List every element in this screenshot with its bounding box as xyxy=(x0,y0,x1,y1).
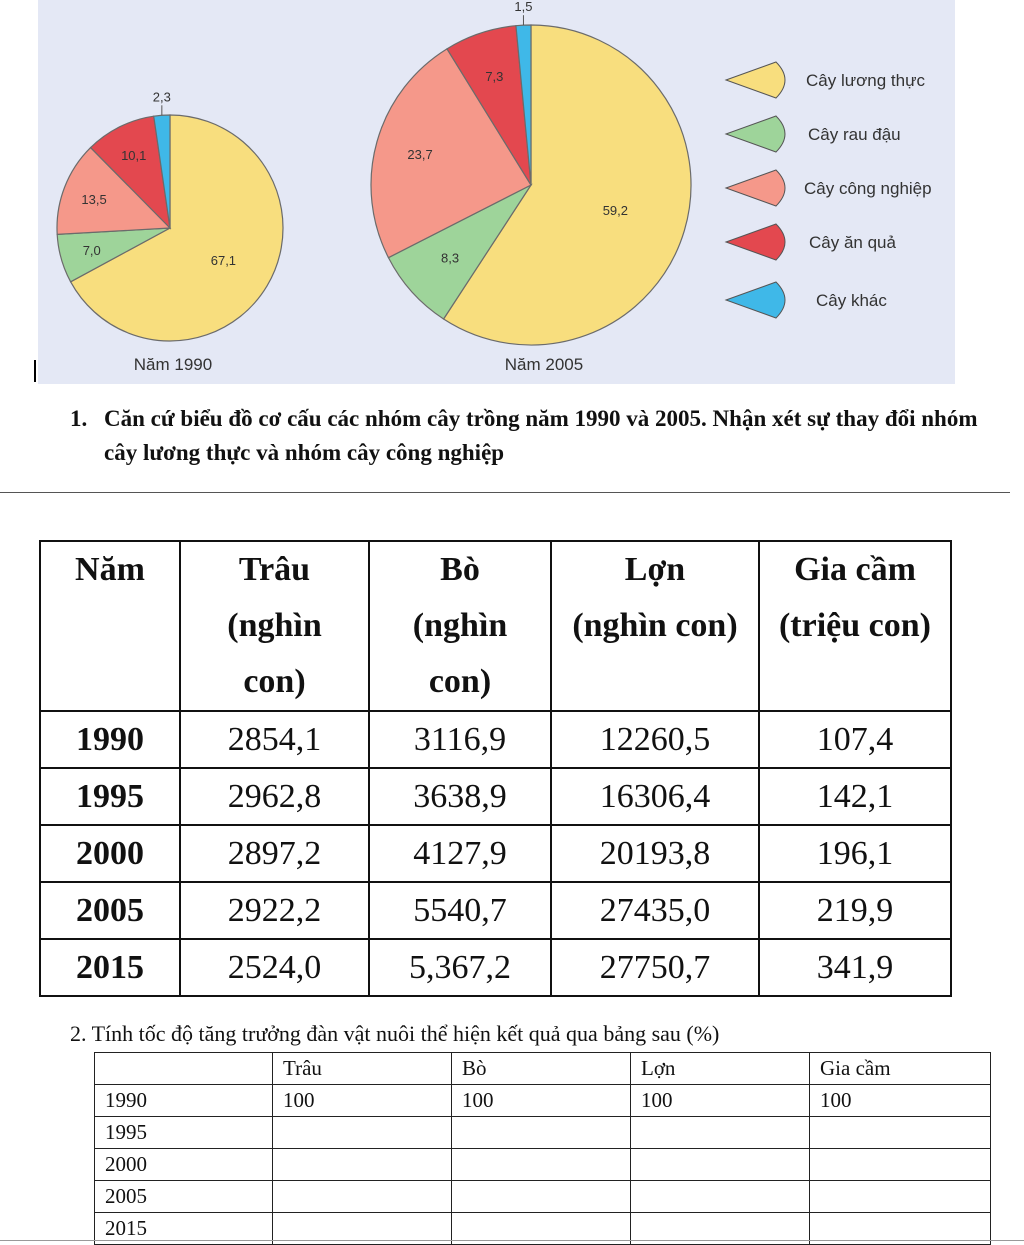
growth-header-cattle: Bò xyxy=(452,1053,631,1085)
growth-cell-cattle[interactable]: 100 xyxy=(452,1085,631,1117)
question-1 xyxy=(70,402,980,470)
table-row xyxy=(40,939,951,996)
legend-swatch-1 xyxy=(726,116,785,152)
cell-poultry: 107,4 xyxy=(759,711,951,768)
legend-label-0: Cây lương thực xyxy=(806,71,925,90)
cell-cattle: 3638,9 xyxy=(369,768,551,825)
legend-label-3: Cây ăn quả xyxy=(809,233,896,252)
legend-swatch-3 xyxy=(726,224,785,260)
cell-year: 1995 xyxy=(40,768,180,825)
pie-charts-svg xyxy=(38,0,955,384)
page-bottom-edge xyxy=(0,1240,1024,1241)
growth-cell-pig[interactable] xyxy=(631,1117,810,1149)
question-1-text: Căn cứ biểu đồ cơ cấu các nhóm cây trồng năm 1990 và 2005. Nhận xét sự thay đổi nhóm cây lương thực và nhóm cây công nghiệp xyxy=(104,406,978,465)
cell-cattle: 5,367,2 xyxy=(369,939,551,996)
legend-label-1: Cây rau đậu xyxy=(808,125,901,144)
livestock-table xyxy=(39,540,952,997)
growth-cell-year: 2000 xyxy=(95,1149,273,1181)
question-2: 2. Tính tốc độ tăng trưởng đàn vật nuôi thể hiện kết quả qua bảng sau (%) xyxy=(70,1021,720,1046)
cell-cattle: 4127,9 xyxy=(369,825,551,882)
cell-year: 2000 xyxy=(40,825,180,882)
growth-cell-poultry[interactable] xyxy=(810,1117,991,1149)
growth-cell-year: 1990 xyxy=(95,1085,273,1117)
pie-data-label-0-3: 10,1 xyxy=(121,148,147,164)
legend-label-2: Cây công nghiệp xyxy=(804,179,932,198)
pie-data-label-1-4: 1,5 xyxy=(514,0,533,15)
cell-year: 2015 xyxy=(40,939,180,996)
growth-cell-buffalo[interactable]: 100 xyxy=(273,1085,452,1117)
table-row xyxy=(95,1149,991,1181)
header-year: Năm xyxy=(40,541,180,711)
text-cursor-mark xyxy=(34,360,36,382)
table-row xyxy=(40,882,951,939)
header-pig: Lợn (nghìn con) xyxy=(551,541,759,711)
table-row xyxy=(40,825,951,882)
header-cattle: Bò (nghìn con) xyxy=(369,541,551,711)
question-1-number: 1. xyxy=(70,406,88,431)
growth-cell-pig[interactable] xyxy=(631,1181,810,1213)
header-buffalo: Trâu (nghìn con) xyxy=(180,541,369,711)
table-row xyxy=(95,1181,991,1213)
cell-buffalo: 2524,0 xyxy=(180,939,369,996)
cell-poultry: 219,9 xyxy=(759,882,951,939)
pie-data-label-1-1: 8,3 xyxy=(441,250,460,266)
pie-data-label-1-2: 23,7 xyxy=(407,146,433,162)
growth-cell-poultry[interactable] xyxy=(810,1149,991,1181)
legend-swatch-2 xyxy=(726,170,785,206)
pie-data-label-0-0: 67,1 xyxy=(210,252,237,268)
table-row xyxy=(95,1085,991,1117)
growth-cell-buffalo[interactable] xyxy=(273,1117,452,1149)
pie-data-label-0-4: 2,3 xyxy=(152,89,171,105)
cell-pig: 12260,5 xyxy=(551,711,759,768)
growth-cell-buffalo[interactable] xyxy=(273,1181,452,1213)
cell-cattle: 5540,7 xyxy=(369,882,551,939)
cell-buffalo: 2962,8 xyxy=(180,768,369,825)
section-divider xyxy=(0,492,1010,493)
cell-poultry: 142,1 xyxy=(759,768,951,825)
crop-structure-chart-panel xyxy=(38,0,955,384)
cell-pig: 20193,8 xyxy=(551,825,759,882)
table-row xyxy=(95,1117,991,1149)
growth-header-buffalo: Trâu xyxy=(273,1053,452,1085)
table-row xyxy=(40,768,951,825)
pie-title-0: Năm 1990 xyxy=(133,355,213,374)
growth-cell-poultry[interactable] xyxy=(810,1181,991,1213)
growth-header-row xyxy=(95,1053,991,1085)
growth-cell-cattle[interactable] xyxy=(452,1149,631,1181)
legend-swatch-0 xyxy=(726,62,785,98)
growth-cell-buffalo[interactable] xyxy=(273,1149,452,1181)
growth-cell-pig[interactable]: 100 xyxy=(631,1085,810,1117)
legend-label-4: Cây khác xyxy=(816,291,887,310)
cell-year: 2005 xyxy=(40,882,180,939)
cell-buffalo: 2922,2 xyxy=(180,882,369,939)
pie-data-label-1-0: 59,2 xyxy=(602,203,629,219)
growth-header-empty xyxy=(95,1053,273,1085)
cell-buffalo: 2854,1 xyxy=(180,711,369,768)
pie-data-label-0-1: 7,0 xyxy=(82,243,101,259)
cell-year: 1990 xyxy=(40,711,180,768)
growth-cell-year: 2005 xyxy=(95,1181,273,1213)
growth-header-pig: Lợn xyxy=(631,1053,810,1085)
growth-header-poultry: Gia cầm xyxy=(810,1053,991,1085)
pie-data-label-0-2: 13,5 xyxy=(81,191,107,207)
growth-cell-cattle[interactable] xyxy=(452,1117,631,1149)
cell-pig: 27435,0 xyxy=(551,882,759,939)
growth-rate-table xyxy=(94,1052,991,1245)
cell-poultry: 341,9 xyxy=(759,939,951,996)
cell-pig: 27750,7 xyxy=(551,939,759,996)
cell-cattle: 3116,9 xyxy=(369,711,551,768)
cell-buffalo: 2897,2 xyxy=(180,825,369,882)
growth-cell-year: 2015 xyxy=(95,1213,273,1245)
growth-cell-pig[interactable] xyxy=(631,1149,810,1181)
table-row xyxy=(40,711,951,768)
pie-data-label-1-3: 7,3 xyxy=(485,68,504,84)
growth-cell-cattle[interactable] xyxy=(452,1181,631,1213)
pie-title-1: Năm 2005 xyxy=(504,355,584,374)
cell-poultry: 196,1 xyxy=(759,825,951,882)
growth-cell-year: 1995 xyxy=(95,1117,273,1149)
header-poultry: Gia cầm (triệu con) xyxy=(759,541,951,711)
livestock-header-row xyxy=(40,541,951,711)
legend-swatch-4 xyxy=(726,282,785,318)
growth-cell-poultry[interactable]: 100 xyxy=(810,1085,991,1117)
cell-pig: 16306,4 xyxy=(551,768,759,825)
